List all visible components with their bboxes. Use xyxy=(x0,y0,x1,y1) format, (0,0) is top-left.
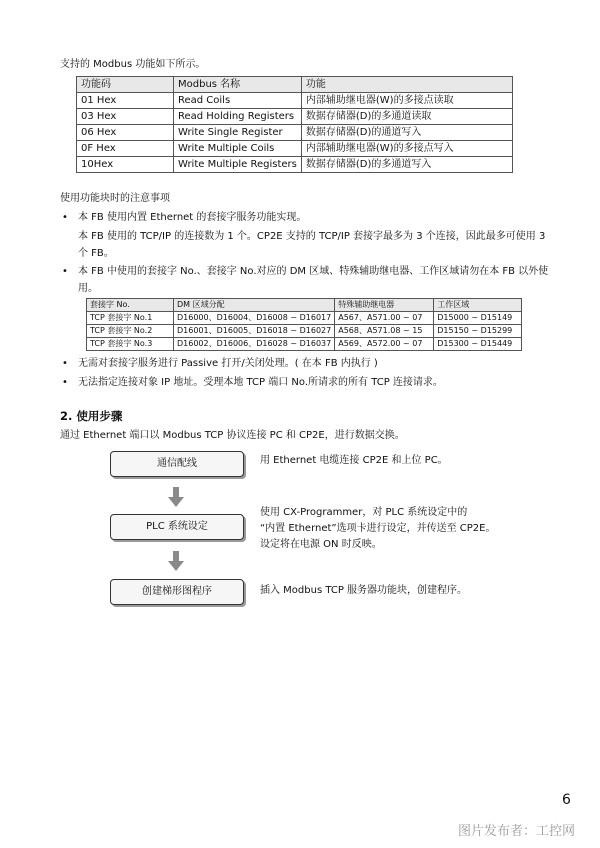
cell: 0F Hex xyxy=(77,141,174,157)
table-row xyxy=(87,312,522,325)
flow-step-plc-settings-desc-2: “内置 Ethernet”选项卡进行设定，并传送至 CP2E。 xyxy=(260,523,496,534)
cell: 01 Hex xyxy=(77,93,174,109)
cell: 数据存储器(D)的多通道读取 xyxy=(301,109,512,125)
cell: 06 Hex xyxy=(77,125,174,141)
header-function: 功能 xyxy=(301,77,512,93)
bullet-2-line-2: 用。 xyxy=(78,283,98,294)
cell: 数据存储器(D)的通道写入 xyxy=(301,125,512,141)
bullet-4-text: 无法指定连接对象 IP 地址。受理本地 TCP 端口 No.所请求的所有 TCP 连接请求。 xyxy=(78,377,443,388)
flow-step-plc-settings-desc-3: 设定将在电源 ON 时反映。 xyxy=(260,539,382,550)
flow-step-plc-settings-desc-1: 使用 CX-Programmer，对 PLC 系统设定中的 xyxy=(260,507,468,518)
cell: TCP 套接字 No.1 xyxy=(87,312,174,325)
table-row xyxy=(77,141,513,157)
cell: D16000、D16004、D16008 ~ D16017 xyxy=(174,312,335,325)
cell: TCP 套接字 No.3 xyxy=(87,338,174,351)
cell: A569、A572.00 ~ 07 xyxy=(335,338,434,351)
header-function-code: 功能码 xyxy=(77,77,174,93)
header-special-relay: 特殊辅助继电器 xyxy=(335,299,434,312)
table-row xyxy=(77,109,513,125)
flow-step-plc-settings: PLC 系统设定 xyxy=(110,514,244,540)
flow-step-ladder-program: 创建梯形图程序 xyxy=(110,579,244,605)
cell: 10Hex xyxy=(77,157,174,173)
watermark: 图片发布者：工控网 xyxy=(458,824,576,839)
table-row xyxy=(77,125,513,141)
flow-step-wiring-desc: 用 Ethernet 电缆连接 CP2E 和上位 PC。 xyxy=(260,455,448,466)
arrow-down-icon xyxy=(168,487,184,507)
table-header-row xyxy=(87,299,522,312)
cell: D16001、D16005、D16018 ~ D16027 xyxy=(174,325,335,338)
bullet-2-line-1: 本 FB 中使用的套接字 No.、套接字 No.对应的 DM 区域、特殊辅助继电器、工作区域请勿在本 FB 以外使 xyxy=(78,266,549,277)
cell: Write Multiple Registers xyxy=(174,157,302,173)
page-number: 6 xyxy=(562,792,571,808)
bullet-3-text: 无需对套接字服务进行 Passive 打开/关闭处理。( 在本 FB 内执行 ) xyxy=(78,358,378,369)
table-row xyxy=(87,325,522,338)
cell: D15300 ~ D15449 xyxy=(434,338,522,351)
cell: A568、A571.08 ~ 15 xyxy=(335,325,434,338)
bullet-1-line-3: 个 FB。 xyxy=(78,248,114,259)
cell: Read Coils xyxy=(174,93,302,109)
cell: 内部辅助继电器(W)的多接点读取 xyxy=(301,93,512,109)
bullet-dot: • xyxy=(62,266,68,277)
bullet-1-line-2: 本 FB 使用的 TCP/IP 的连接数为 1 个。CP2E 支持的 TCP/IP 套接字最多为 3 个连接，因此最多可使用 3 xyxy=(78,231,546,242)
table-row xyxy=(77,157,513,173)
flow-step-wiring: 通信配线 xyxy=(110,451,244,477)
cell: A567、A571.00 ~ 07 xyxy=(335,312,434,325)
cell: Write Single Register xyxy=(174,125,302,141)
cell: TCP 套接字 No.2 xyxy=(87,325,174,338)
cell: D16002、D16006、D16028 ~ D16037 xyxy=(174,338,335,351)
modbus-function-table xyxy=(76,76,513,173)
table-row xyxy=(77,93,513,109)
cell: Write Multiple Coils xyxy=(174,141,302,157)
cell: D15000 ~ D15149 xyxy=(434,312,522,325)
header-socket-no: 套接字 No. xyxy=(87,299,174,312)
cell: Read Holding Registers xyxy=(174,109,302,125)
table-header-row xyxy=(77,77,513,93)
bullet-dot: • xyxy=(62,377,68,388)
header-dm-area: DM 区域分配 xyxy=(174,299,335,312)
notes-title: 使用功能块时的注意事项 xyxy=(60,193,170,204)
table-row xyxy=(87,338,522,351)
section-title: 2. 使用步骤 xyxy=(60,409,123,423)
cell: 内部辅助继电器(W)的多接点写入 xyxy=(301,141,512,157)
section-description: 通过 Ethernet 端口以 Modbus TCP 协议连接 PC 和 CP2E，进行数据交换。 xyxy=(60,430,405,441)
header-modbus-name: Modbus 名称 xyxy=(174,77,302,93)
header-work-area: 工作区域 xyxy=(434,299,522,312)
bullet-1-line-1: 本 FB 使用内置 Ethernet 的套接字服务功能实现。 xyxy=(78,212,307,223)
cell: 数据存储器(D)的多通道写入 xyxy=(301,157,512,173)
arrow-down-icon xyxy=(168,551,184,571)
socket-table xyxy=(86,298,522,351)
cell: 03 Hex xyxy=(77,109,174,125)
intro-text: 支持的 Modbus 功能如下所示。 xyxy=(60,59,206,70)
cell: D15150 ~ D15299 xyxy=(434,325,522,338)
bullet-dot: • xyxy=(62,358,68,369)
bullet-dot: • xyxy=(62,212,68,223)
flow-step-ladder-program-desc: 插入 Modbus TCP 服务器功能块，创建程序。 xyxy=(260,585,468,596)
